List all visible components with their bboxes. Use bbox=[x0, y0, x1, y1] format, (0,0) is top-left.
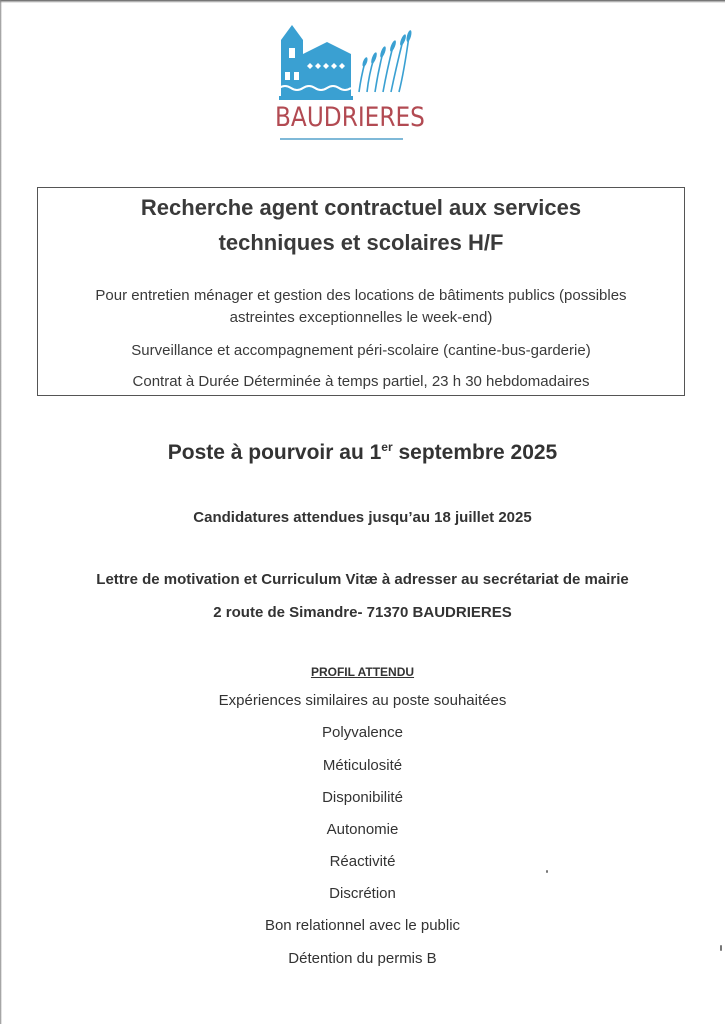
logo-text: BAUDRIERES bbox=[275, 102, 425, 133]
profile-item: Détention du permis B bbox=[288, 950, 437, 967]
profile-item: Autonomie bbox=[326, 821, 399, 838]
description-3: Contrat à Durée Déterminée à temps partiel, 23 h 30 hebdomadaires bbox=[132, 373, 590, 390]
scan-edge-top bbox=[0, 0, 725, 3]
start-date-superscript: er bbox=[381, 440, 393, 454]
baudrieres-logo bbox=[275, 22, 425, 142]
application-instructions: Lettre de motivation et Curriculum Vitæ à adresser au secrétariat de mairie bbox=[96, 571, 629, 588]
deadline-line: Candidatures attendues jusqu’au 18 juillet 2025 bbox=[193, 509, 532, 526]
scan-speck bbox=[720, 945, 722, 951]
start-date-after: septembre 2025 bbox=[392, 441, 558, 464]
profile-heading: PROFIL ATTENDU bbox=[310, 665, 415, 679]
scan-speck bbox=[546, 870, 548, 873]
profile-item: Discrétion bbox=[329, 885, 396, 902]
profile-item: Méticulosité bbox=[322, 757, 403, 774]
profile-item: Polyvalence bbox=[322, 724, 403, 741]
profile-item: Bon relationnel avec le public bbox=[264, 917, 461, 934]
start-date-heading bbox=[0, 440, 725, 465]
start-date-before: Poste à pourvoir au 1 bbox=[167, 441, 382, 464]
profile-item: Disponibilité bbox=[322, 789, 403, 806]
job-title-line-1: Recherche agent contractuel aux services bbox=[140, 195, 582, 220]
profile-item: Réactivité bbox=[329, 853, 396, 870]
description-1-line-2: astreintes exceptionnelles le week-end) bbox=[229, 309, 493, 326]
job-title-line-2: techniques et scolaires H/F bbox=[218, 230, 504, 255]
profile-item: Expériences similaires au poste souhaitées bbox=[218, 692, 507, 709]
description-2: Surveillance et accompagnement péri-scolaire (cantine-bus-garderie) bbox=[131, 342, 591, 359]
church-and-reeds-logo-icon bbox=[275, 22, 415, 102]
postal-address: 2 route de Simandre- 71370 BAUDRIERES bbox=[213, 604, 512, 621]
description-1-line-1: Pour entretien ménager et gestion des locations de bâtiments publics (possibles bbox=[95, 287, 627, 304]
logo-underline bbox=[280, 138, 403, 140]
